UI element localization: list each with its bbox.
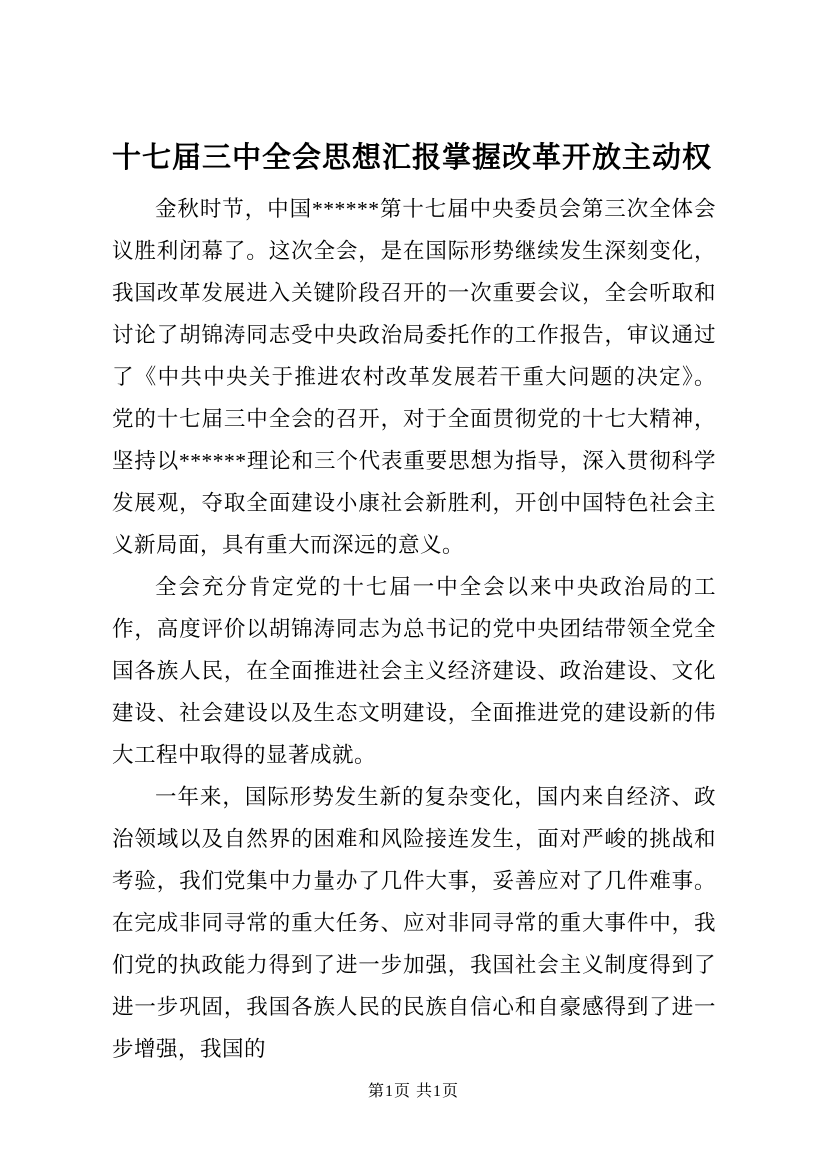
paragraph-3: 一年来，国际形势发生新的复杂变化，国内来自经济、政治领域以及自然界的困难和风险接连发生，面对严峻的挑战和考验，我们党集中力量办了几件大事，妥善应对了几件难事。在完成非同寻常的重大任务、应对非同寻常的重大事件中，我们党的执政能力得到了进一步加强，我国社会主义制度得到了进一步巩固，我国各族人民的民族自信心和自豪感得到了进一步增强，我国的 (112, 785, 716, 1061)
document-page (112, 138, 716, 1070)
paragraph-2: 全会充分肯定党的十七届一中全会以来中央政治局的工作，高度评价以胡锦涛同志为总书记的党中央团结带领全党全国各族人民，在全面推进社会主义经济建设、政治建设、文化建设、社会建设以及生态文明建设，全面推进党的建设新的伟大工程中取得的显著成就。 (112, 575, 716, 767)
paragraph-1: 金秋时节，中国******第十七届中央委员会第三次全体会议胜利闭幕了。这次全会，是在国际形势继续发生深刻变化，我国改革发展进入关键阶段召开的一次重要会议，全会听取和讨论了胡锦涛同志受中央政治局委托作的工作报告，审议通过了《中共中央关于推进农村改革发展若干重大问题的决定》。党的十七届三中全会的召开，对于全面贯彻党的十七大精神，坚持以******理论和三个代表重要思想为指导，深入贯彻科学发展观，夺取全面建设小康社会新胜利，开创中国特色社会主义新局面，具有重大而深远的意义。 (112, 197, 716, 557)
document-body (112, 188, 716, 1070)
document-title: 十七届三中全会思想汇报掌握改革开放主动权 (112, 142, 713, 174)
page-number-footer: 第1页 共1页 (367, 1083, 459, 1100)
